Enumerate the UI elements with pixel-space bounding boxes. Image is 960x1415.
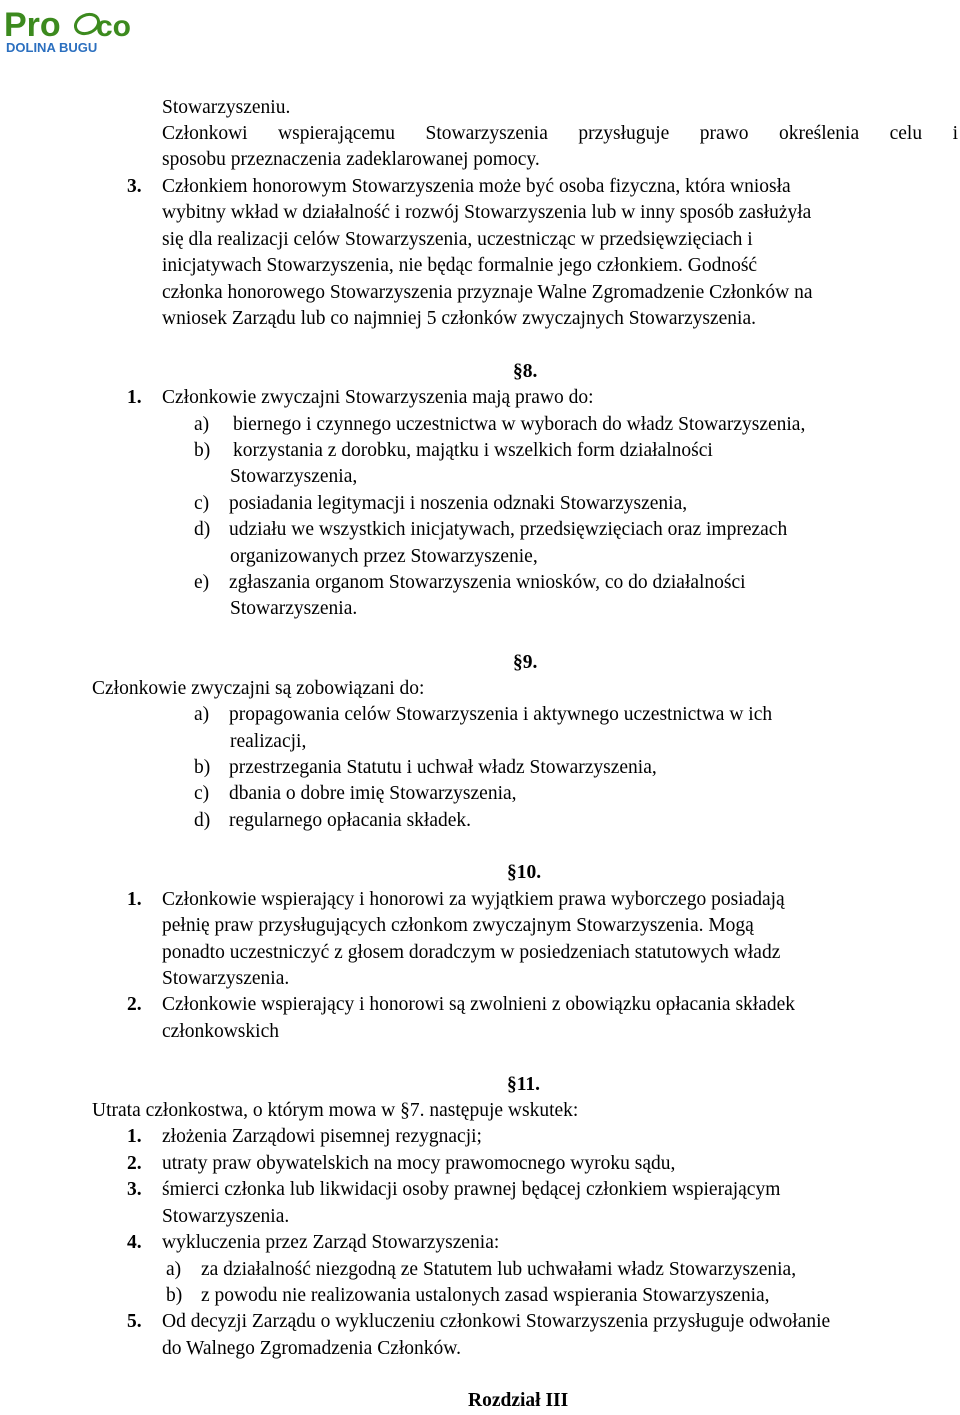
logo-co-text: co (96, 10, 132, 43)
s11-i3-line-2: Stowarzyszenia. (162, 1206, 290, 1227)
s11-i4a-line-1: za działalność niezgodną ze Statutem lub uchwałami władz Stowarzyszenia, (201, 1259, 797, 1280)
s11-i1-number: 1. (127, 1126, 142, 1147)
s10-p2-number: 2. (127, 994, 142, 1015)
s11-i4b-line-1: z powodu nie realizowania ustalonych zasad wspierania Stowarzyszenia, (201, 1285, 770, 1306)
s11-i5-number: 5. (127, 1311, 142, 1332)
s8-p1-number: 1. (127, 387, 142, 408)
s7-p3-line-4: inicjatywach Stowarzyszenia, nie będąc formalnie jego członkiem. Godność (162, 255, 758, 276)
s9-b-mark: b) (194, 757, 211, 778)
s11-i1-line-1: złożenia Zarządowi pisemnej rezygnacji; (162, 1126, 482, 1147)
chapter-title: Rozdział III (468, 1390, 569, 1411)
s11-i4-number: 4. (127, 1232, 142, 1253)
s11-i3-number: 3. (127, 1179, 142, 1200)
s7-p3-line-6: wniosek Zarządu lub co najmniej 5 członków zwyczajnych Stowarzyszenia. (162, 308, 756, 329)
s8-a-mark: a) (194, 414, 210, 435)
s8-b-line-1: korzystania z dorobku, majątku i wszelkich form działalności (233, 440, 713, 461)
s9-heading: §9. (513, 652, 538, 673)
s9-a-line-1: propagowania celów Stowarzyszenia i aktywnego uczestnictwa w ich (229, 704, 773, 725)
s10-p1-line-2: pełnię praw przysługujących członkom zwyczajnym Stowarzyszenia. Mogą (162, 915, 754, 936)
s9-b-line-1: przestrzegania Statutu i uchwał władz Stowarzyszenia, (229, 757, 657, 778)
s7-p3-number: 3. (127, 176, 142, 197)
s10-p1-line-1: Członkowie wspierający i honorowi za wyjątkiem prawa wyborczego posiadają (162, 889, 785, 910)
s11-i4-line-1: wykluczenia przez Zarząd Stowarzyszenia: (162, 1232, 500, 1253)
s10-p2-line-1: Członkowie wspierający i honorowi są zwolnieni z obowiązku opłacania składek (162, 994, 796, 1015)
s10-p1-line-3: ponadto uczestniczyć z głosem doradczym w posiedzeniach statutowych władz (162, 942, 781, 963)
s8-heading: §8. (513, 361, 538, 382)
s8-e-line-2: Stowarzyszenia. (230, 598, 358, 619)
s11-i5-line-2: do Walnego Zgromadzenia Członków. (162, 1338, 461, 1359)
s7-p3-line-1: Członkiem honorowym Stowarzyszenia może być osoba fizyczna, która wniosła (162, 176, 791, 197)
s9-a-mark: a) (194, 704, 210, 725)
s8-d-mark: d) (194, 519, 211, 540)
logo-tagline: DOLINA BUGU (6, 40, 98, 55)
s10-p1-line-4: Stowarzyszenia. (162, 968, 290, 989)
s10-p2-line-2: członkowskich (162, 1021, 279, 1042)
s11-i4b-mark: b) (166, 1285, 183, 1306)
s9-d-line-1: regularnego opłacania składek. (229, 810, 472, 831)
proeco-logo (4, 2, 164, 57)
s8-d-line-1: udziału we wszystkich inicjatywach, przedsięwzięciach oraz imprezach (229, 519, 788, 540)
s10-p1-number: 1. (127, 889, 142, 910)
s8-d-line-2: organizowanych przez Stowarzyszenie, (230, 546, 538, 567)
s11-i5-line-1: Od decyzji Zarządu o wykluczeniu członkowi Stowarzyszenia przysługuje odwołanie (162, 1311, 831, 1332)
s8-c-line-1: posiadania legitymacji i noszenia odznaki Stowarzyszenia, (229, 493, 688, 514)
s8-e-mark: e) (194, 572, 210, 593)
s11-i2-line-1: utraty praw obywatelskich na mocy prawomocnego wyroku sądu, (162, 1153, 676, 1174)
s8-p1-text: Członkowie zwyczajni Stowarzyszenia mają prawo do: (162, 387, 594, 408)
s11-heading: §11. (507, 1074, 541, 1095)
s7-line-2: Członkowi wspierającemu Stowarzyszenia przysługuje prawo określenia celu i (162, 123, 958, 144)
s8-a-line-1: biernego i czynnego uczestnictwa w wyborach do władz Stowarzyszenia, (233, 414, 806, 435)
logo-pro-text: Pro (4, 6, 61, 44)
s8-e-line-1: zgłaszania organom Stowarzyszenia wniosków, co do działalności (229, 572, 746, 593)
s11-intro: Utrata członkostwa, o którym mowa w §7. następuje wskutek: (92, 1100, 579, 1121)
proeco-logo-graphic (4, 2, 164, 57)
s7-p3-line-2: wybitny wkład w działalność i rozwój Stowarzyszenia lub w inny sposób zasłużyła (162, 202, 812, 223)
s10-heading: §10. (507, 862, 542, 883)
s8-c-mark: c) (194, 493, 210, 514)
s9-c-line-1: dbania o dobre imię Stowarzyszenia, (229, 783, 517, 804)
s7-p3-line-3: się dla realizacji celów Stowarzyszenia, uczestnicząc w przedsięwzięciach i (162, 229, 753, 250)
s8-b-mark: b) (194, 440, 211, 461)
s11-i3-line-1: śmierci członka lub likwidacji osoby prawnej będącej członkiem wspierającym (162, 1179, 781, 1200)
s9-intro: Członkowie zwyczajni są zobowiązani do: (92, 678, 425, 699)
s9-a-line-2: realizacji, (230, 731, 307, 752)
s7-line-3: sposobu przeznaczenia zadeklarowanej pomocy. (162, 149, 540, 170)
s8-b-line-2: Stowarzyszenia, (230, 466, 358, 487)
s7-line-1: Stowarzyszeniu. (162, 97, 291, 118)
s9-c-mark: c) (194, 783, 210, 804)
s7-p3-line-5: członka honorowego Stowarzyszenia przyznaje Walne Zgromadzenie Członków na (162, 282, 813, 303)
s9-d-mark: d) (194, 810, 211, 831)
s11-i4a-mark: a) (166, 1259, 182, 1280)
s11-i2-number: 2. (127, 1153, 142, 1174)
